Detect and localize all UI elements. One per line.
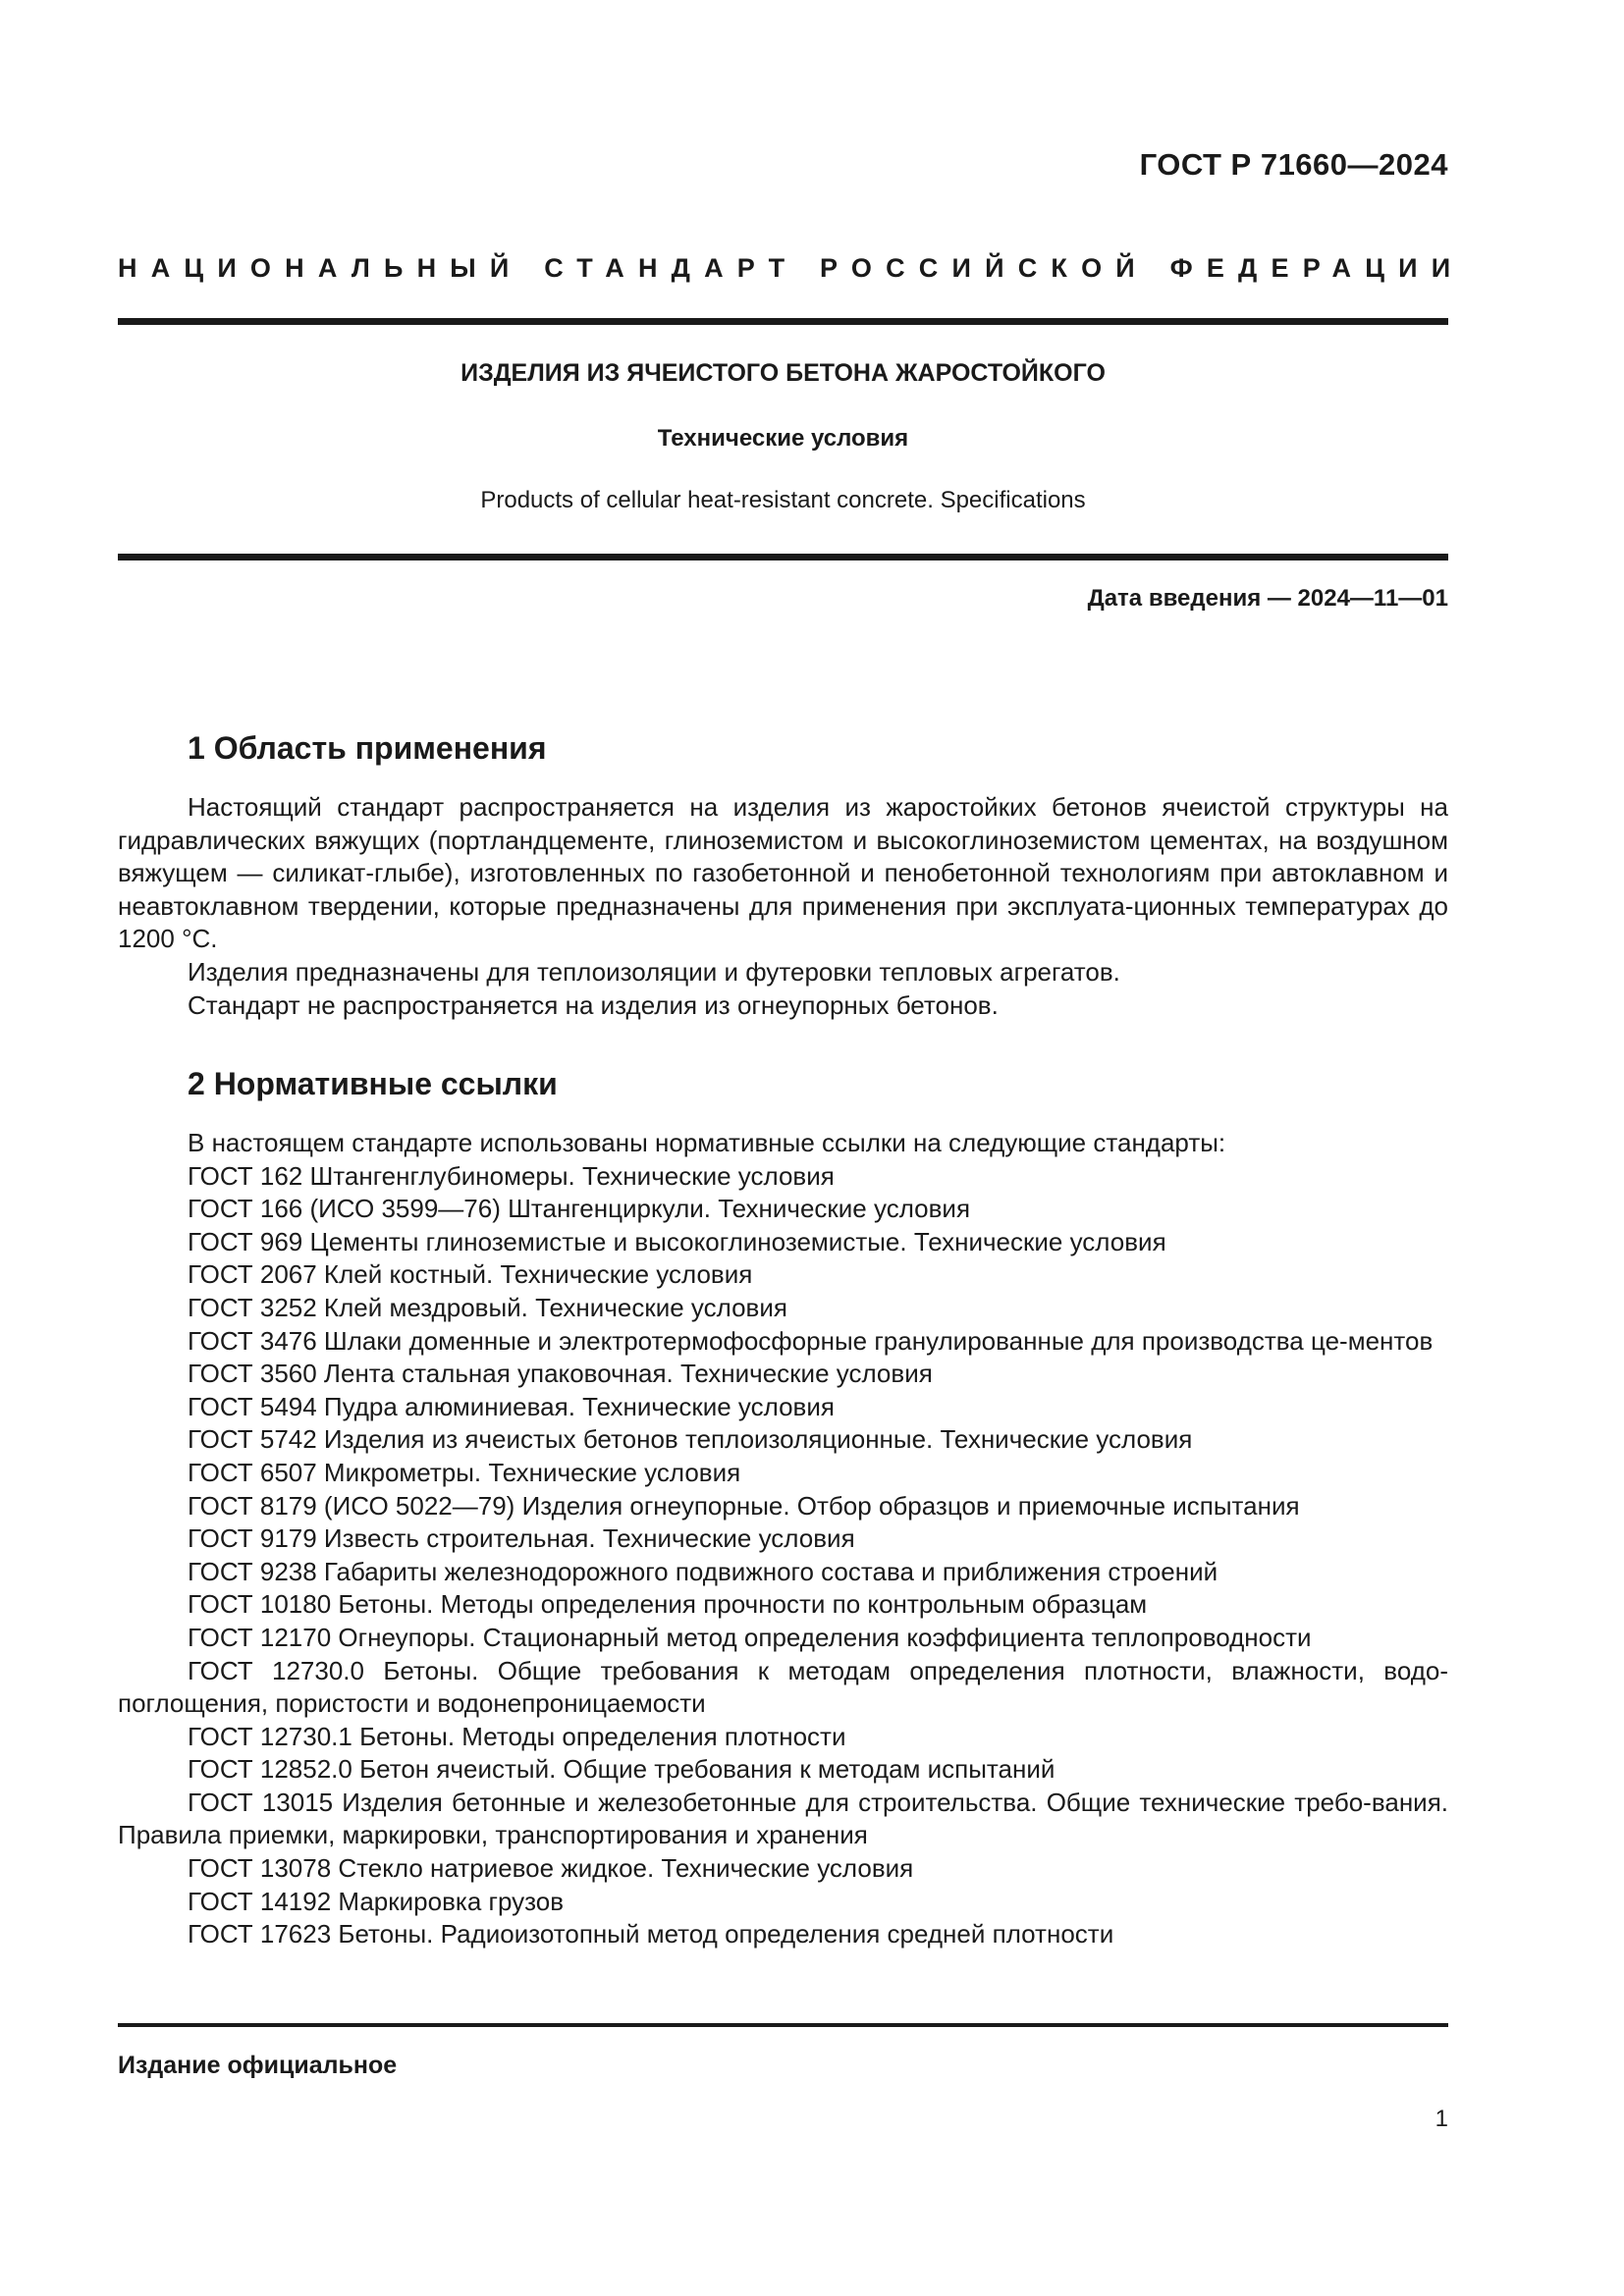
- reference-item: ГОСТ 10180 Бетоны. Методы определения прочности по контрольным образцам: [188, 1589, 1148, 1620]
- reference-item: ГОСТ 162 Штангенглубиномеры. Технические условия: [188, 1160, 835, 1191]
- page-number: 1: [1435, 2106, 1448, 2132]
- reference-item: ГОСТ 8179 (ИСО 5022—79) Изделия огнеупорные. Отбор образцов и приемочные испытания: [188, 1490, 1300, 1521]
- footer-rule: [118, 2023, 1448, 2027]
- reference-item: ГОСТ 5494 Пудра алюминиевая. Технические условия: [188, 1391, 835, 1421]
- reference-item: ГОСТ 13078 Стекло натриевое жидкое. Технические условия: [188, 1853, 914, 1884]
- reference-item: ГОСТ 9179 Известь строительная. Технические условия: [188, 1523, 855, 1554]
- section-heading-normative-references: 2 Нормативные ссылки: [188, 1066, 558, 1101]
- references-intro: В настоящем стандарте использованы нормативные ссылки на следующие стандарты:: [188, 1128, 1226, 1157]
- introduction-date: Дата введения — 2024—11—01: [1087, 585, 1448, 612]
- reference-item: ГОСТ 3476 Шлаки доменные и электротермофосфорные гранулированные для производства це-ментов: [188, 1325, 1434, 1356]
- document-title: ИЗДЕЛИЯ ИЗ ЯЧЕИСТОГО БЕТОНА ЖАРОСТОЙКОГО: [460, 359, 1106, 387]
- english-title: Products of cellular heat-resistant concrete. Specifications: [480, 487, 1086, 513]
- reference-item: ГОСТ 5742 Изделия из ячеистых бетонов теплоизоляционные. Технические условия: [188, 1424, 1193, 1455]
- paragraph: Стандарт не распространяется на изделия из огнеупорных бетонов.: [188, 989, 999, 1020]
- paragraph: Изделия предназначены для теплоизоляции и футеровки тепловых агрегатов.: [188, 956, 1120, 987]
- reference-item: ГОСТ 3252 Клей мездровый. Технические условия: [188, 1292, 787, 1322]
- reference-item: ГОСТ 166 (ИСО 3599—76) Штангенциркули. Технические условия: [188, 1194, 971, 1224]
- reference-item: ГОСТ 12730.1 Бетоны. Методы определения плотности: [188, 1721, 846, 1751]
- document-page: [118, 0, 1465, 2296]
- reference-item: ГОСТ 12852.0 Бетон ячеистый. Общие требования к методам испытаний: [188, 1754, 1056, 1785]
- official-edition-label: Издание официальное: [118, 2052, 398, 2079]
- reference-item: ГОСТ 17623 Бетоны. Радиоизотопный метод определения средней плотности: [188, 1919, 1114, 1949]
- gost-code: ГОСТ Р 71660—2024: [1139, 147, 1448, 182]
- paragraph: Настоящий стандарт распространяется на изделия из жаростойких бетонов ячеистой структуры на гидравлических вяжущих (портландцементе, глиноземистом и высокоглиноземистом цементах, на воздушном вяжущем — силикат-глыбе), изготовленных по газобетонной и пенобетонной технологиям при автоклавном и неавтоклавном твердении, которые предназначены для применения при эксплуата-ционных температурах до 1200 °С.: [118, 792, 1448, 954]
- national-standard-caption: НАЦИОНАЛЬНЫЙ СТАНДАРТ РОССИЙСКОЙ ФЕДЕРАЦИИ: [118, 253, 1465, 283]
- reference-item: ГОСТ 14192 Маркировка грузов: [188, 1886, 565, 1916]
- reference-item: ГОСТ 2067 Клей костный. Технические условия: [188, 1259, 753, 1290]
- section-heading-scope: 1 Область применения: [188, 730, 547, 766]
- section-body-scope: [118, 791, 1448, 1022]
- reference-item: ГОСТ 12170 Огнеупоры. Стационарный метод определения коэффициента теплопроводности: [188, 1622, 1312, 1652]
- reference-item: ГОСТ 3560 Лента стальная упаковочная. Технические условия: [188, 1359, 933, 1389]
- top-rule: [118, 318, 1448, 325]
- title-bottom-rule: [118, 554, 1448, 561]
- reference-item: ГОСТ 12730.0 Бетоны. Общие требования к методам определения плотности, влажности, водо-поглощения, пористости и водонепроницаемости: [118, 1655, 1448, 1719]
- document-subtitle: Технические условия: [657, 425, 909, 452]
- reference-item: ГОСТ 969 Цементы глиноземистые и высокоглиноземистые. Технические условия: [188, 1226, 1166, 1256]
- reference-item: ГОСТ 6507 Микрометры. Технические условия: [188, 1457, 741, 1487]
- reference-item: ГОСТ 9238 Габариты железнодорожного подвижного состава и приближения строений: [188, 1556, 1218, 1586]
- section-body-references: [118, 1127, 1448, 1951]
- reference-item: ГОСТ 13015 Изделия бетонные и железобетонные для строительства. Общие технические требо-вания. Правила приемки, маркировки, транспортирования и хранения: [118, 1787, 1448, 1850]
